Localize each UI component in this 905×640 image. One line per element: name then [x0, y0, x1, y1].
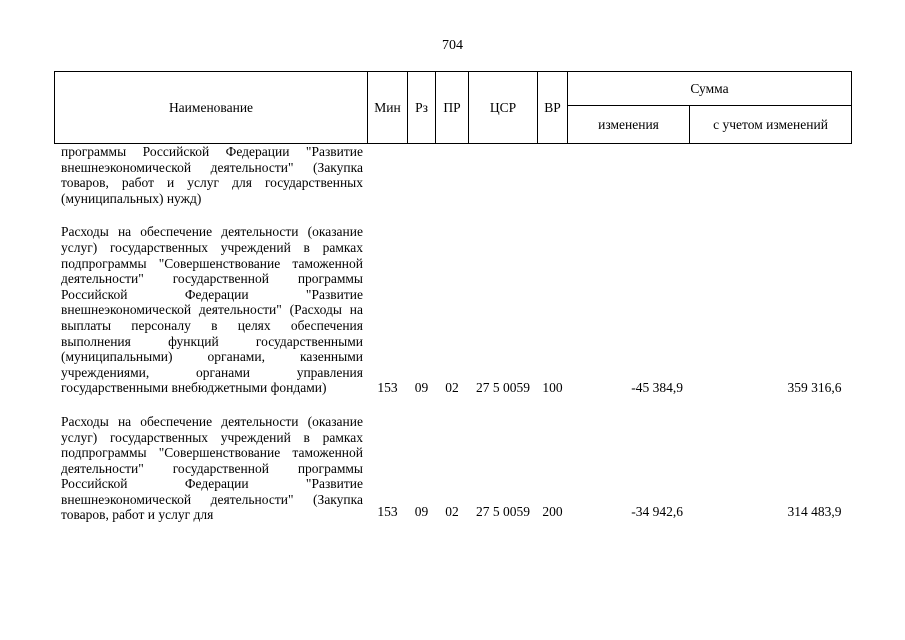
- row-name: программы Российской Федерации "Развитие внешнеэкономической деятельности" (Закупка товаров, работ и услуг для государственных (муниципальных) нужд): [61, 144, 363, 206]
- page-number: 704: [442, 38, 463, 53]
- header-csr: ЦСР: [469, 72, 538, 144]
- header-name: Наименование: [55, 72, 368, 144]
- row-csr: 27 5 0059: [476, 504, 530, 520]
- row-min: 153: [377, 504, 398, 520]
- row-rz: [408, 144, 436, 221]
- header-change: изменения: [568, 106, 690, 144]
- row-vr: [538, 144, 568, 221]
- row-with-change: 314 483,9: [787, 504, 842, 520]
- row-min: 153: [377, 380, 398, 396]
- row-csr: 27 5 0059: [476, 380, 530, 396]
- header-pr: ПР: [436, 72, 469, 144]
- row-with-change: [690, 144, 852, 221]
- row-change: -34 942,6: [631, 504, 683, 520]
- row-rz: 09: [414, 380, 429, 396]
- row-min: [368, 144, 408, 221]
- header-rz: Рз: [408, 72, 436, 144]
- table-row: [55, 144, 852, 221]
- row-change: -45 384,9: [631, 380, 683, 396]
- row-with-change: 359 316,6: [787, 380, 842, 396]
- header-sum: Сумма: [568, 72, 852, 106]
- table-body: [55, 144, 852, 524]
- row-vr: 100: [542, 380, 563, 396]
- row-csr: [469, 144, 538, 221]
- row-vr: 200: [542, 504, 563, 520]
- row-rz: 09: [414, 504, 429, 520]
- row-name: Расходы на обеспечение деятельности (оказание услуг) государственных учреждений в рамках подпрограммы "Совершенствование таможенной деятельности" государственной программы Российской Федерации "Развитие внешнеэкономической деятельности" (Расходы на выплаты персоналу в целях обеспечения выполнения функций государственными (муниципальными) органами, казенными учреждениями, органами управления государственными внебюджетными фондами): [61, 224, 363, 396]
- table-row: [55, 410, 852, 523]
- row-pr: [436, 144, 469, 221]
- row-pr: 02: [445, 504, 459, 520]
- header-vr: ВР: [538, 72, 568, 144]
- row-name: Расходы на обеспечение деятельности (оказание услуг) государственных учреждений в рамках подпрограммы "Совершенствование таможенной деятельности" государственной программы Российской Федерации "Развитие внешнеэкономической деятельности" (Закупка товаров, работ и услуг для: [61, 413, 363, 523]
- table-row: [55, 220, 852, 410]
- header-min: Мин: [368, 72, 408, 144]
- row-pr: 02: [445, 380, 459, 396]
- row-change: [568, 144, 690, 221]
- budget-table: [54, 71, 852, 523]
- header-with-change: с учетом изменений: [690, 106, 852, 144]
- table-header: [55, 72, 852, 144]
